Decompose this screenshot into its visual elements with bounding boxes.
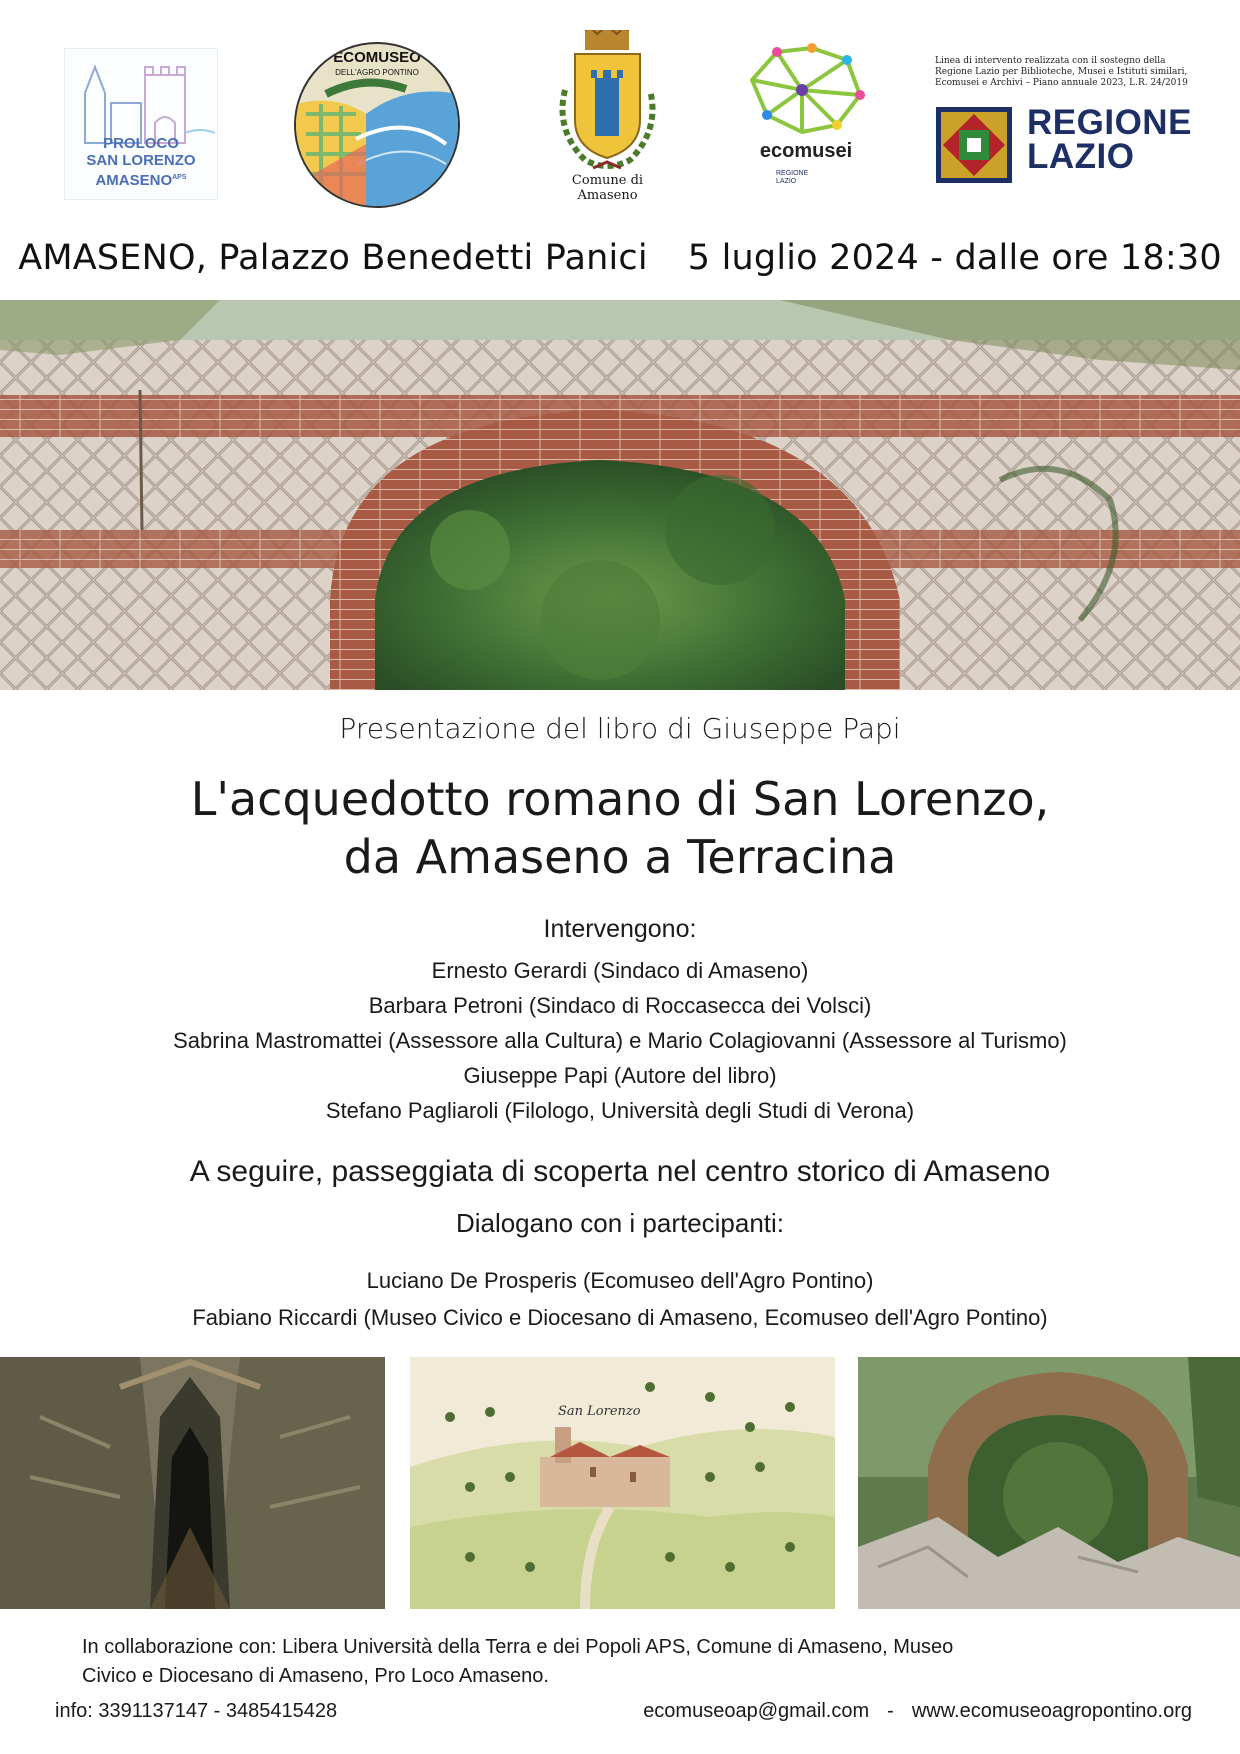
collaboration-line1: In collaborazione con: Libera Università della Terra e dei Popoli APS, Comune di Amaseno, Museo bbox=[82, 1636, 954, 1658]
guides-list bbox=[0, 1262, 1240, 1336]
speaker-item: Ernesto Gerardi (Sindaco di Amaseno) bbox=[431, 958, 809, 983]
email-link[interactable]: ecomuseoap@gmail.com bbox=[643, 1700, 870, 1722]
speaker-item: Giuseppe Papi (Autore del libro) bbox=[463, 1063, 777, 1088]
regione-note bbox=[935, 56, 1195, 89]
comune-caption: Comune di Amaseno bbox=[571, 173, 644, 203]
book-title-line1: L'acquedotto romano di San Lorenzo, bbox=[190, 772, 1050, 826]
speaker-item: Sabrina Mastromattei (Assessore alla Cultura) e Mario Colagiovanni (Assessore al Turismo) bbox=[173, 1028, 1067, 1053]
book-title bbox=[0, 770, 1240, 886]
speaker-item: Barbara Petroni (Sindaco di Roccasecca dei Volsci) bbox=[368, 993, 872, 1018]
arch-illustration bbox=[0, 300, 1240, 690]
ecomusei-badge: REGIONE LAZIO bbox=[776, 170, 809, 185]
ecomuseo-title: ECOMUSEO bbox=[333, 49, 421, 66]
regione-note-line: Linea di intervento realizzata con il sostegno della bbox=[935, 56, 1166, 66]
ecomusei-name: ecomusei bbox=[759, 140, 853, 162]
network-icon bbox=[742, 40, 870, 140]
regione-lazio-logo bbox=[935, 56, 1195, 226]
info-phones: info: 3391137147 - 3485415428 bbox=[55, 1700, 338, 1722]
ecomusei-logo bbox=[742, 40, 870, 190]
ecomuseo-subtitle: DELL'AGRO PONTINO bbox=[335, 68, 419, 77]
proloco-line3: $AMASENO^{APS}$ bbox=[95, 172, 187, 189]
event-datetime: 5 luglio 2024 - dalle ore 18:30 bbox=[687, 238, 1222, 278]
speaker-item: Stefano Pagliaroli (Filologo, Università degli Studi di Verona) bbox=[325, 1098, 915, 1123]
collaboration-line2: Civico e Diocesano di Amaseno, Pro Loco Amaseno. bbox=[82, 1665, 549, 1687]
comune-logo bbox=[545, 30, 670, 203]
regione-note-line: Ecomusei e Archivi – Piano annuale 2023, L.R. 24/2019 bbox=[935, 78, 1188, 88]
walk-announcement: A seguire, passeggiata di scoperta nel centro storico di Amaseno bbox=[189, 1155, 1051, 1188]
tower-icon bbox=[65, 53, 215, 148]
presentation-line: Presentazione del libro di Giuseppe Papi bbox=[339, 712, 901, 745]
event-place: AMASENO, Palazzo Benedetti Panici bbox=[18, 238, 648, 278]
speakers-list bbox=[0, 953, 1240, 1128]
aqueduct-arch-photo bbox=[0, 300, 1240, 690]
collaboration-note bbox=[82, 1633, 1182, 1691]
guide-item: Luciano De Prosperis (Ecomuseo dell'Agro Pontino) bbox=[366, 1268, 874, 1293]
arch-ruin-photo bbox=[858, 1357, 1240, 1609]
coat-of-arms-icon bbox=[545, 30, 670, 180]
regione-note-line: Regione Lazio per Biblioteche, Musei e Istituti similari, bbox=[935, 67, 1188, 77]
intervengono-label: Intervengono: bbox=[543, 915, 697, 943]
website-link[interactable]: www.ecomuseoagropontino.org bbox=[911, 1700, 1192, 1722]
contacts bbox=[643, 1700, 1192, 1723]
proloco-logo bbox=[64, 48, 218, 200]
ecomuseo-logo bbox=[294, 42, 460, 208]
proloco-line1: PROLOCO bbox=[103, 135, 179, 152]
regione-name-line2: LAZIO bbox=[1027, 137, 1135, 176]
proloco-suffix: APS bbox=[172, 174, 187, 181]
tunnel-photo bbox=[0, 1357, 385, 1609]
regione-crest-icon bbox=[935, 106, 1013, 184]
book-title-line2: da Amaseno a Terracina bbox=[343, 830, 897, 884]
proloco-line2: SAN LORENZO bbox=[86, 152, 196, 169]
map-caption: San Lorenzo bbox=[558, 1404, 641, 1419]
regione-name-line1: REGIONE bbox=[1027, 103, 1192, 142]
regione-name bbox=[1027, 103, 1192, 176]
event-headline bbox=[0, 238, 1240, 278]
san-lorenzo-map-painting bbox=[410, 1357, 835, 1609]
dialogano-label: Dialogano con i partecipanti: bbox=[455, 1208, 785, 1238]
contacts-separator: - bbox=[887, 1700, 894, 1722]
guide-item: Fabiano Riccardi (Museo Civico e Diocesano di Amaseno, Ecomuseo dell'Agro Pontino) bbox=[192, 1305, 1048, 1330]
